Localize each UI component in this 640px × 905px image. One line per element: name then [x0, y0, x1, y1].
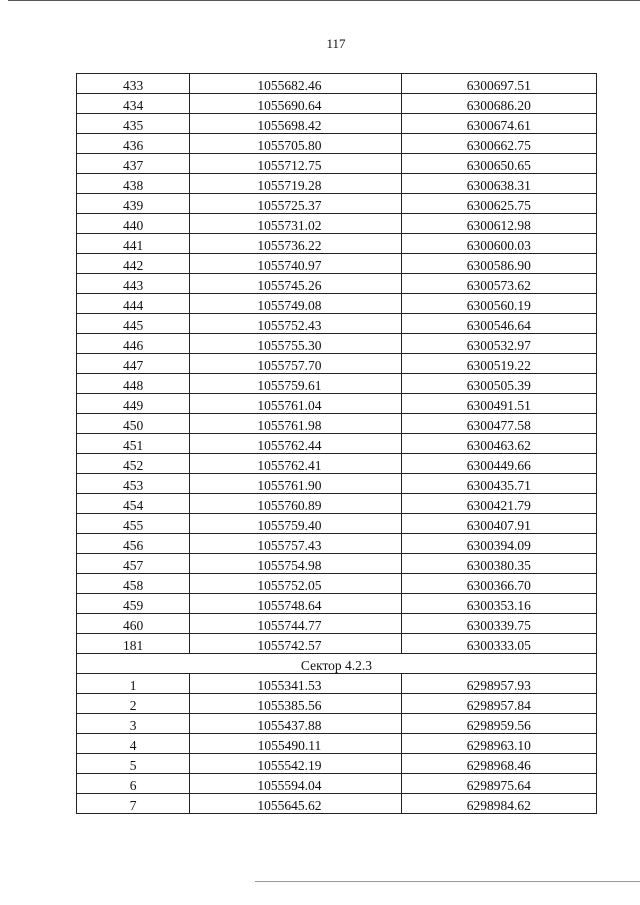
- point-number-cell: 447: [77, 354, 190, 374]
- y-coordinate-cell: 6300560.19: [401, 294, 596, 314]
- y-coordinate-cell: 6300662.75: [401, 134, 596, 154]
- table-row: [77, 254, 597, 274]
- x-coordinate-cell: 1055705.80: [190, 134, 401, 154]
- point-number-cell: 435: [77, 114, 190, 134]
- point-number-cell: 453: [77, 474, 190, 494]
- y-coordinate-cell: 6300333.05: [401, 634, 596, 654]
- x-coordinate-cell: 1055761.04: [190, 394, 401, 414]
- y-coordinate-cell: 6300625.75: [401, 194, 596, 214]
- table-row: [77, 734, 597, 754]
- table-row: [77, 794, 597, 814]
- table-row: [77, 574, 597, 594]
- y-coordinate-cell: 6298957.84: [401, 694, 596, 714]
- point-number-cell: 433: [77, 74, 190, 94]
- x-coordinate-cell: 1055761.90: [190, 474, 401, 494]
- point-number-cell: 454: [77, 494, 190, 514]
- y-coordinate-cell: 6300449.66: [401, 454, 596, 474]
- point-number-cell: 446: [77, 334, 190, 354]
- y-coordinate-cell: 6300697.51: [401, 74, 596, 94]
- table-row: [77, 374, 597, 394]
- point-number-cell: 452: [77, 454, 190, 474]
- x-coordinate-cell: 1055719.28: [190, 174, 401, 194]
- point-number-cell: 6: [77, 774, 190, 794]
- x-coordinate-cell: 1055698.42: [190, 114, 401, 134]
- point-number-cell: 5: [77, 754, 190, 774]
- section-title: Сектор 4.2.3: [77, 654, 597, 674]
- scan-edge-top: [8, 0, 640, 1]
- y-coordinate-cell: 6300421.79: [401, 494, 596, 514]
- y-coordinate-cell: 6298957.93: [401, 674, 596, 694]
- table-row: [77, 514, 597, 534]
- point-number-cell: 442: [77, 254, 190, 274]
- y-coordinate-cell: 6300407.91: [401, 514, 596, 534]
- y-coordinate-cell: 6300339.75: [401, 614, 596, 634]
- x-coordinate-cell: 1055745.26: [190, 274, 401, 294]
- x-coordinate-cell: 1055762.41: [190, 454, 401, 474]
- table-row: [77, 594, 597, 614]
- x-coordinate-cell: 1055748.64: [190, 594, 401, 614]
- x-coordinate-cell: 1055757.70: [190, 354, 401, 374]
- point-number-cell: 2: [77, 694, 190, 714]
- y-coordinate-cell: 6300394.09: [401, 534, 596, 554]
- x-coordinate-cell: 1055594.04: [190, 774, 401, 794]
- point-number-cell: 459: [77, 594, 190, 614]
- x-coordinate-cell: 1055755.30: [190, 334, 401, 354]
- point-number-cell: 444: [77, 294, 190, 314]
- y-coordinate-cell: 6300505.39: [401, 374, 596, 394]
- point-number-cell: 455: [77, 514, 190, 534]
- x-coordinate-cell: 1055736.22: [190, 234, 401, 254]
- point-number-cell: 440: [77, 214, 190, 234]
- point-number-cell: 1: [77, 674, 190, 694]
- table-row: [77, 714, 597, 734]
- table-row: [77, 194, 597, 214]
- point-number-cell: 450: [77, 414, 190, 434]
- table-row: [77, 434, 597, 454]
- x-coordinate-cell: 1055542.19: [190, 754, 401, 774]
- y-coordinate-cell: 6300600.03: [401, 234, 596, 254]
- coordinates-table: [76, 73, 597, 814]
- point-number-cell: 437: [77, 154, 190, 174]
- x-coordinate-cell: 1055740.97: [190, 254, 401, 274]
- table-row: [77, 274, 597, 294]
- x-coordinate-cell: 1055725.37: [190, 194, 401, 214]
- x-coordinate-cell: 1055690.64: [190, 94, 401, 114]
- table-row: [77, 94, 597, 114]
- y-coordinate-cell: 6300586.90: [401, 254, 596, 274]
- y-coordinate-cell: 6300532.97: [401, 334, 596, 354]
- table-row: [77, 494, 597, 514]
- y-coordinate-cell: 6300546.64: [401, 314, 596, 334]
- table-row: [77, 294, 597, 314]
- point-number-cell: 4: [77, 734, 190, 754]
- table-row: [77, 634, 597, 654]
- x-coordinate-cell: 1055437.88: [190, 714, 401, 734]
- x-coordinate-cell: 1055712.75: [190, 154, 401, 174]
- x-coordinate-cell: 1055757.43: [190, 534, 401, 554]
- point-number-cell: 434: [77, 94, 190, 114]
- table-row: [77, 674, 597, 694]
- table-row: [77, 154, 597, 174]
- y-coordinate-cell: 6298959.56: [401, 714, 596, 734]
- point-number-cell: 181: [77, 634, 190, 654]
- y-coordinate-cell: 6300519.22: [401, 354, 596, 374]
- table-row: [77, 454, 597, 474]
- x-coordinate-cell: 1055752.05: [190, 574, 401, 594]
- point-number-cell: 443: [77, 274, 190, 294]
- x-coordinate-cell: 1055385.56: [190, 694, 401, 714]
- x-coordinate-cell: 1055645.62: [190, 794, 401, 814]
- point-number-cell: 439: [77, 194, 190, 214]
- y-coordinate-cell: 6300638.31: [401, 174, 596, 194]
- table-row: [77, 774, 597, 794]
- y-coordinate-cell: 6300380.35: [401, 554, 596, 574]
- x-coordinate-cell: 1055754.98: [190, 554, 401, 574]
- y-coordinate-cell: 6300463.62: [401, 434, 596, 454]
- point-number-cell: 441: [77, 234, 190, 254]
- y-coordinate-cell: 6298963.10: [401, 734, 596, 754]
- table-row: [77, 754, 597, 774]
- section-header-row-group: [77, 654, 597, 674]
- table-row: [77, 354, 597, 374]
- y-coordinate-cell: 6300686.20: [401, 94, 596, 114]
- y-coordinate-cell: 6298984.62: [401, 794, 596, 814]
- table-body-bottom: [77, 674, 597, 814]
- x-coordinate-cell: 1055731.02: [190, 214, 401, 234]
- section-header-row: [77, 654, 597, 674]
- x-coordinate-cell: 1055752.43: [190, 314, 401, 334]
- y-coordinate-cell: 6300366.70: [401, 574, 596, 594]
- point-number-cell: 436: [77, 134, 190, 154]
- table-body-top: [77, 74, 597, 654]
- table-row: [77, 174, 597, 194]
- y-coordinate-cell: 6300491.51: [401, 394, 596, 414]
- y-coordinate-cell: 6300477.58: [401, 414, 596, 434]
- x-coordinate-cell: 1055682.46: [190, 74, 401, 94]
- x-coordinate-cell: 1055759.61: [190, 374, 401, 394]
- x-coordinate-cell: 1055742.57: [190, 634, 401, 654]
- x-coordinate-cell: 1055744.77: [190, 614, 401, 634]
- table-row: [77, 414, 597, 434]
- x-coordinate-cell: 1055490.11: [190, 734, 401, 754]
- table-row: [77, 214, 597, 234]
- point-number-cell: 458: [77, 574, 190, 594]
- scan-edge-bottom: [255, 881, 640, 882]
- y-coordinate-cell: 6300573.62: [401, 274, 596, 294]
- table-row: [77, 134, 597, 154]
- point-number-cell: 445: [77, 314, 190, 334]
- table-row: [77, 314, 597, 334]
- point-number-cell: 449: [77, 394, 190, 414]
- x-coordinate-cell: 1055760.89: [190, 494, 401, 514]
- y-coordinate-cell: 6300353.16: [401, 594, 596, 614]
- x-coordinate-cell: 1055759.40: [190, 514, 401, 534]
- table-row: [77, 474, 597, 494]
- table-row: [77, 234, 597, 254]
- table-row: [77, 114, 597, 134]
- x-coordinate-cell: 1055762.44: [190, 434, 401, 454]
- y-coordinate-cell: 6298968.46: [401, 754, 596, 774]
- x-coordinate-cell: 1055749.08: [190, 294, 401, 314]
- point-number-cell: 456: [77, 534, 190, 554]
- point-number-cell: 448: [77, 374, 190, 394]
- table-row: [77, 554, 597, 574]
- table-row: [77, 694, 597, 714]
- y-coordinate-cell: 6298975.64: [401, 774, 596, 794]
- y-coordinate-cell: 6300435.71: [401, 474, 596, 494]
- table-row: [77, 74, 597, 94]
- point-number-cell: 438: [77, 174, 190, 194]
- table-row: [77, 394, 597, 414]
- page-number: 117: [326, 36, 346, 51]
- table-row: [77, 334, 597, 354]
- y-coordinate-cell: 6300612.98: [401, 214, 596, 234]
- x-coordinate-cell: 1055761.98: [190, 414, 401, 434]
- table-row: [77, 614, 597, 634]
- point-number-cell: 460: [77, 614, 190, 634]
- table-row: [77, 534, 597, 554]
- y-coordinate-cell: 6300650.65: [401, 154, 596, 174]
- y-coordinate-cell: 6300674.61: [401, 114, 596, 134]
- point-number-cell: 7: [77, 794, 190, 814]
- point-number-cell: 451: [77, 434, 190, 454]
- point-number-cell: 3: [77, 714, 190, 734]
- point-number-cell: 457: [77, 554, 190, 574]
- x-coordinate-cell: 1055341.53: [190, 674, 401, 694]
